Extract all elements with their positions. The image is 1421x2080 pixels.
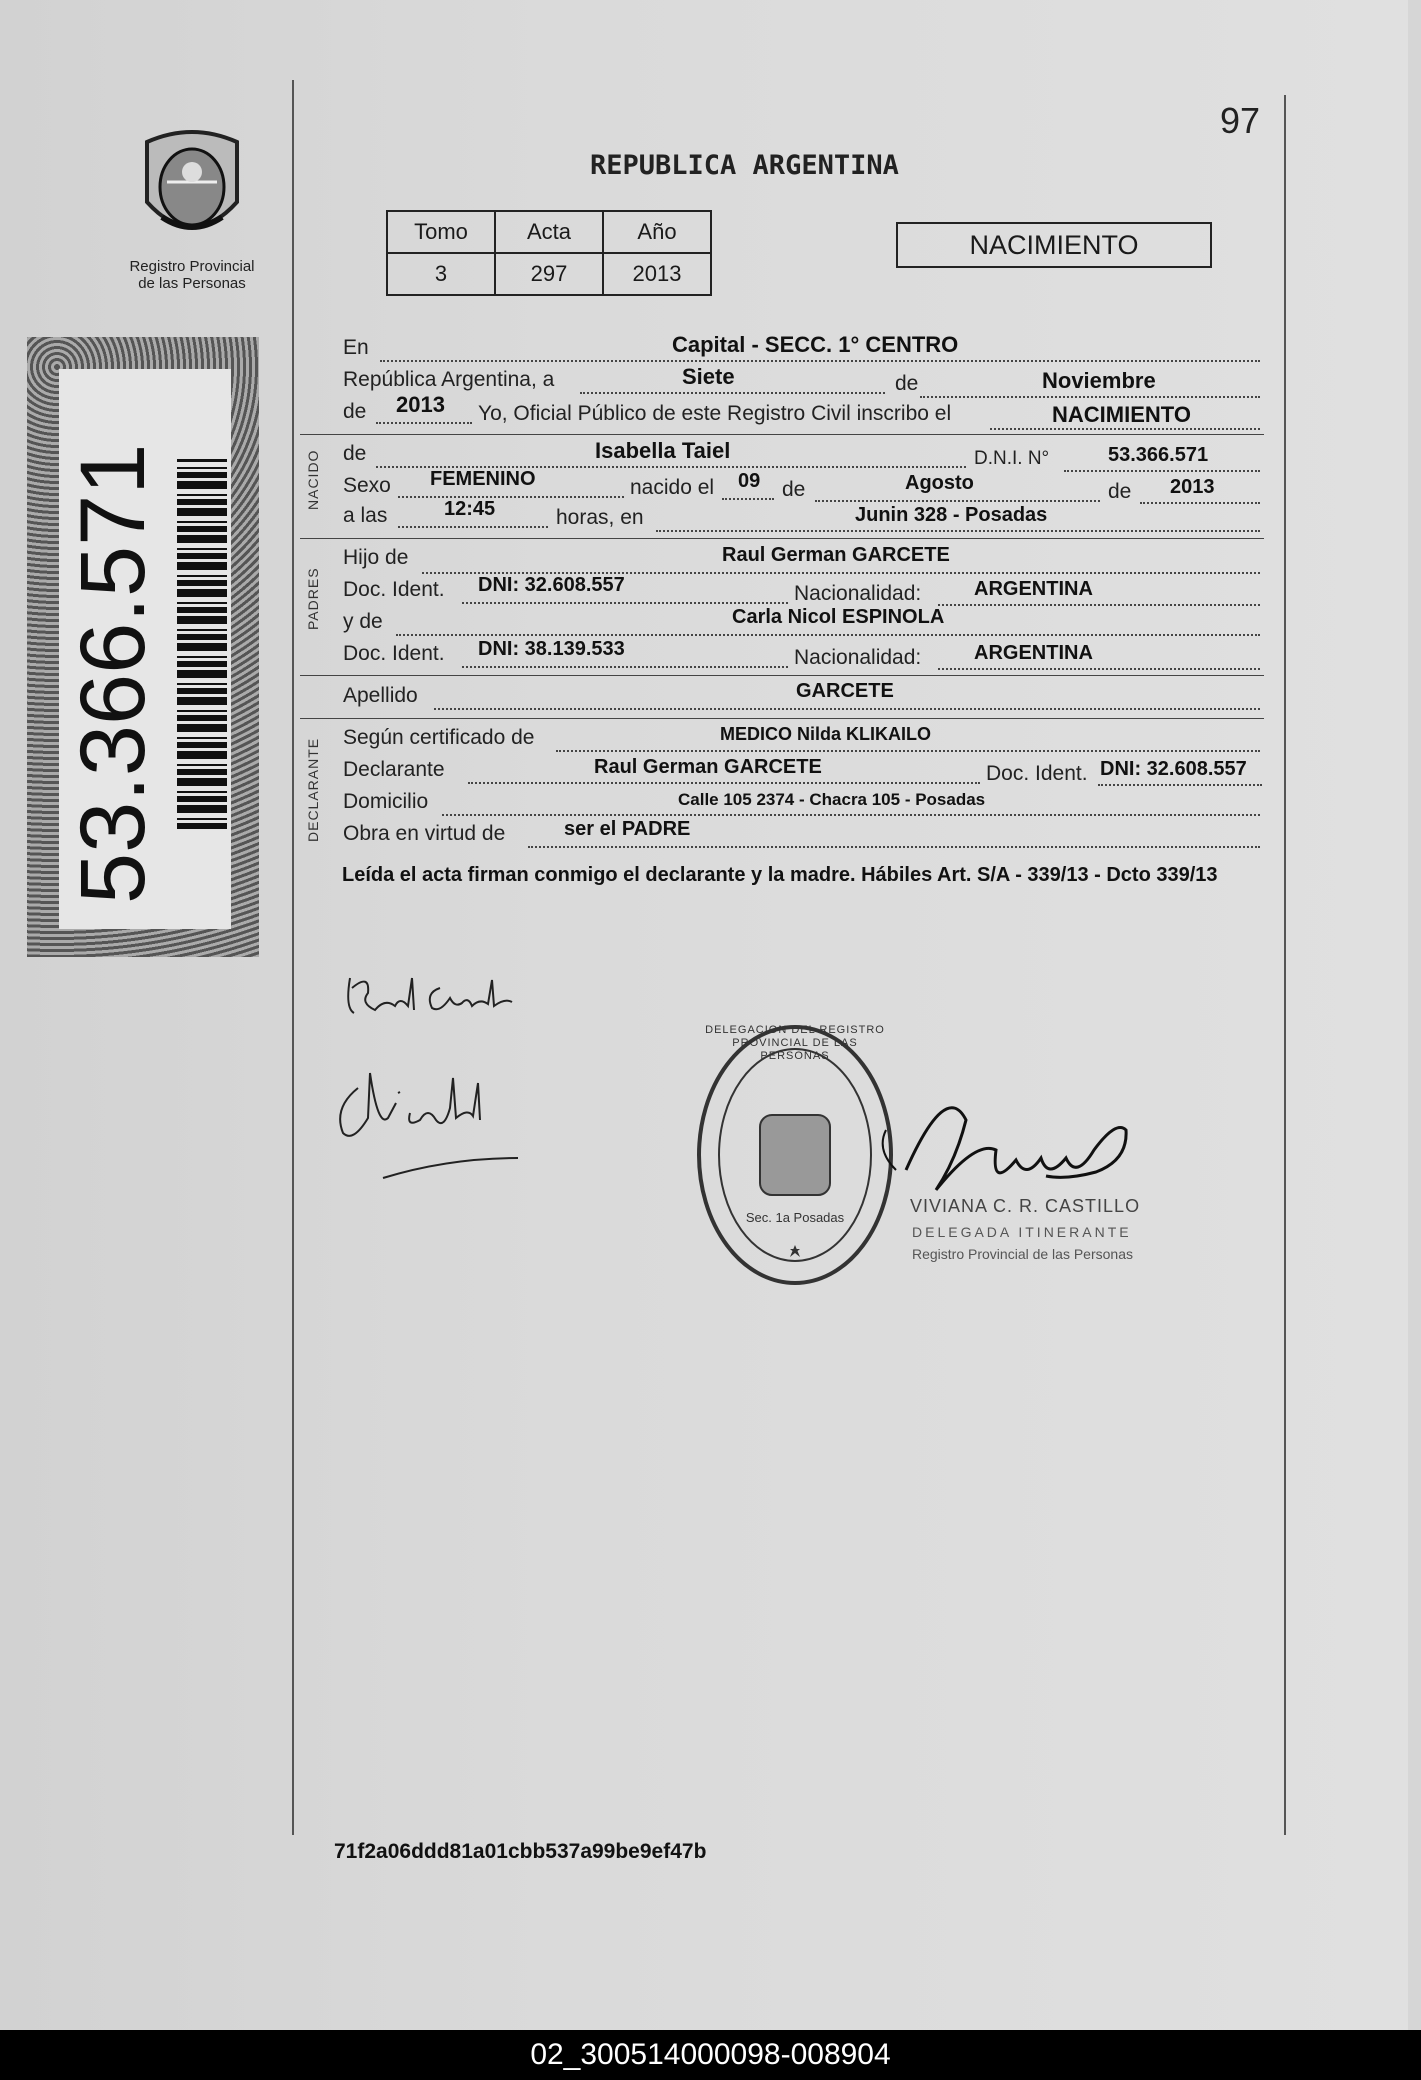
dots-madre-dni bbox=[462, 666, 788, 668]
label-y-de: y de bbox=[343, 610, 383, 633]
dots-padre-nac bbox=[938, 604, 1260, 606]
value-dia-letras: Siete bbox=[682, 364, 735, 389]
page-title: REPUBLICA ARGENTINA bbox=[590, 150, 899, 181]
value-padre: Raul German GARCETE bbox=[722, 544, 950, 566]
value-tomo: 3 bbox=[387, 253, 495, 295]
value-apellido: GARCETE bbox=[796, 680, 894, 702]
dots-domicilio bbox=[442, 814, 1260, 816]
label-nacido-el: nacido el bbox=[630, 476, 715, 499]
separator-nacido bbox=[300, 434, 1264, 435]
page-number: 97 bbox=[1220, 100, 1261, 141]
side-label-declarante: DECLARANTE bbox=[305, 737, 321, 842]
dots-dni bbox=[1064, 470, 1260, 472]
label-hijo-de: Hijo de bbox=[343, 546, 409, 569]
value-anio: 2013 bbox=[603, 253, 711, 295]
dots-lugar-nac bbox=[656, 530, 1260, 532]
officer-name: VIVIANA C. R. CASTILLO bbox=[910, 1196, 1141, 1216]
value-tipo: NACIMIENTO bbox=[1052, 402, 1191, 427]
signature-father bbox=[340, 968, 550, 1038]
label-republica: República Argentina, a bbox=[343, 368, 555, 391]
dots-certificado bbox=[556, 750, 1260, 752]
value-anio-nac: 2013 bbox=[1170, 476, 1215, 498]
registry-caption: Registro Provincial de las Personas bbox=[129, 258, 255, 292]
officer-office: Registro Provincial de las Personas bbox=[912, 1246, 1133, 1262]
right-margin-line bbox=[1284, 95, 1286, 1835]
barcode-bars bbox=[177, 459, 227, 829]
value-hora: 12:45 bbox=[444, 498, 496, 520]
value-certificado: MEDICO Nilda KLIKAILO bbox=[720, 724, 931, 744]
record-type-box: NACIMIENTO bbox=[896, 222, 1212, 268]
value-lugar-nac: Junin 328 - Posadas bbox=[855, 504, 1048, 526]
dots-tipo bbox=[990, 428, 1260, 430]
closing-text: Leída el acta firman conmigo el declarante y la madre. Hábiles Art. S/A - 339/13 - Dcto 339/13 bbox=[342, 864, 1218, 886]
separator-padres bbox=[300, 538, 1264, 539]
record-table bbox=[386, 210, 712, 296]
dots-anio bbox=[376, 422, 472, 424]
label-de-nacido: de bbox=[343, 442, 367, 465]
label-doc-ident-3: Doc. Ident. bbox=[986, 762, 1088, 785]
dots-en bbox=[380, 360, 1260, 362]
header-tomo: Tomo bbox=[387, 211, 495, 253]
value-padre-dni: DNI: 32.608.557 bbox=[478, 574, 625, 596]
label-apellido: Apellido bbox=[343, 684, 418, 707]
record-table-values bbox=[387, 253, 711, 295]
label-declarante: Declarante bbox=[343, 758, 445, 781]
dots-mes bbox=[920, 396, 1260, 398]
value-madre-nac: ARGENTINA bbox=[974, 642, 1093, 664]
label-de3: de bbox=[782, 478, 806, 501]
value-declarante: Raul German GARCETE bbox=[594, 756, 822, 778]
value-domicilio: Calle 105 2374 - Chacra 105 - Posadas bbox=[678, 790, 986, 809]
dots-sexo bbox=[398, 496, 624, 498]
value-madre-dni: DNI: 38.139.533 bbox=[478, 638, 625, 660]
header-acta: Acta bbox=[495, 211, 603, 253]
value-acta: 297 bbox=[495, 253, 603, 295]
header-anio: Año bbox=[603, 211, 711, 253]
dots-dia-nac bbox=[722, 498, 774, 500]
value-dia-nac: 09 bbox=[738, 470, 761, 492]
stamp-inner-text: Sec. 1a Posadas bbox=[745, 1210, 845, 1225]
value-nombre: Isabella Taiel bbox=[595, 438, 731, 463]
dots-obra bbox=[528, 846, 1260, 848]
label-en: En bbox=[343, 336, 369, 359]
barcode-panel bbox=[59, 369, 231, 929]
label-doc-ident-1: Doc. Ident. bbox=[343, 578, 445, 601]
label-a-las: a las bbox=[343, 504, 388, 527]
left-margin-line bbox=[292, 80, 294, 1835]
label-nacionalidad-1: Nacionalidad: bbox=[794, 582, 922, 605]
value-padre-nac: ARGENTINA bbox=[974, 578, 1093, 600]
barcode-number: 53.366.571 bbox=[62, 443, 164, 904]
footer-id-bar bbox=[0, 2030, 1421, 2080]
footer-id: 02_300514000098-008904 bbox=[530, 2038, 891, 2071]
separator-declarante bbox=[300, 718, 1264, 719]
document-hash: 71f2a06ddd81a01cbb537a99be9ef47b bbox=[334, 1840, 707, 1863]
label-de2: de bbox=[343, 400, 367, 423]
label-de: de bbox=[895, 372, 919, 395]
stamp-ring-text: DELEGACION DEL REGISTRO PROVINCIAL DE LAS PERSONAS bbox=[705, 1024, 885, 1062]
side-label-nacido: NACIDO bbox=[305, 449, 321, 510]
value-sexo: FEMENINO bbox=[430, 468, 536, 490]
barcode-frame bbox=[27, 337, 259, 957]
value-madre: Carla Nicol ESPINOLA bbox=[732, 606, 945, 628]
dots-padre-dni bbox=[462, 602, 788, 604]
value-anio-inscripcion: 2013 bbox=[396, 392, 445, 417]
label-horas-en: horas, en bbox=[556, 506, 644, 529]
dots-madre bbox=[396, 634, 1260, 636]
label-doc-ident-2: Doc. Ident. bbox=[343, 642, 445, 665]
dots-hora bbox=[398, 526, 548, 528]
officer-title: DELEGADA ITINERANTE bbox=[912, 1224, 1132, 1240]
separator-apellido bbox=[300, 675, 1264, 676]
value-declarante-dni: DNI: 32.608.557 bbox=[1100, 758, 1247, 780]
value-mes-inscripcion: Noviembre bbox=[1042, 368, 1156, 393]
value-mes-nac: Agosto bbox=[905, 472, 974, 494]
record-table-header bbox=[387, 211, 711, 253]
label-segun: Según certificado de bbox=[343, 726, 535, 749]
province-logo bbox=[137, 122, 247, 252]
dots-declarante-dni bbox=[1098, 784, 1262, 786]
dots-mes-nac bbox=[815, 500, 1100, 502]
value-dni: 53.366.571 bbox=[1108, 444, 1209, 466]
label-domicilio: Domicilio bbox=[343, 790, 429, 813]
side-label-padres: PADRES bbox=[305, 567, 321, 630]
value-lugar: Capital - SECC. 1° CENTRO bbox=[672, 332, 959, 357]
label-obra: Obra en virtud de bbox=[343, 822, 506, 845]
dots-anio-nac bbox=[1140, 502, 1260, 504]
label-de4: de bbox=[1108, 480, 1132, 503]
value-obra: ser el PADRE bbox=[564, 818, 691, 840]
dots-declarante bbox=[468, 782, 980, 784]
label-nacionalidad-2: Nacionalidad: bbox=[794, 646, 922, 669]
label-yo: Yo, Oficial Público de este Registro Civil inscribo el bbox=[478, 402, 952, 425]
dots-madre-nac bbox=[938, 668, 1260, 670]
label-dni: D.N.I. N° bbox=[974, 448, 1050, 469]
dots-dia bbox=[580, 392, 885, 394]
signature-mother bbox=[328, 1058, 528, 1188]
label-sexo: Sexo bbox=[343, 474, 391, 497]
dots-apellido bbox=[434, 708, 1260, 710]
